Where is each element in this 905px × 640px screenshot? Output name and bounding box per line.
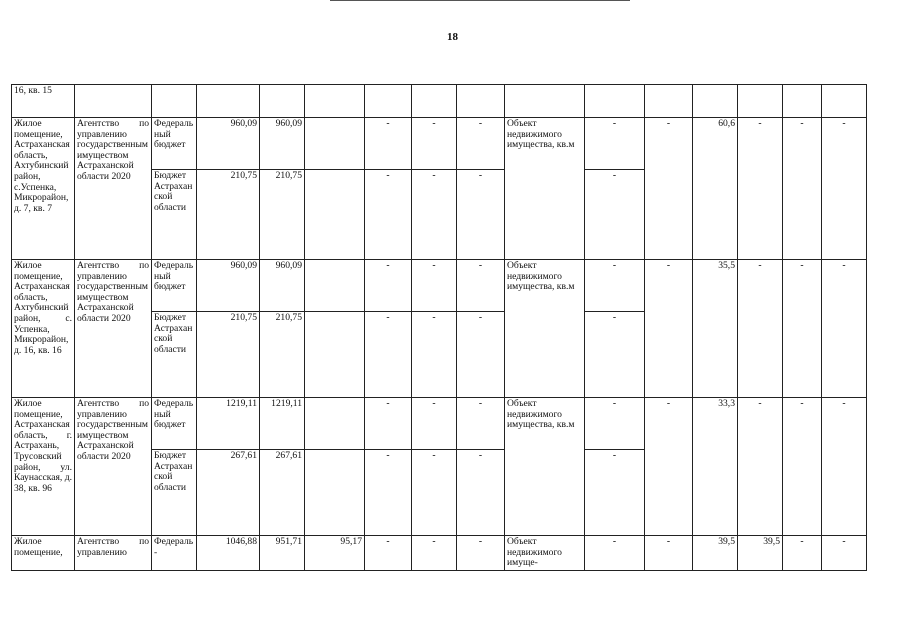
- value-cell: -: [822, 536, 867, 571]
- value-cell: -: [457, 398, 505, 450]
- funding-source-cell: Федеральный бюджет: [152, 398, 197, 450]
- empty-cell: [738, 85, 783, 118]
- address-cell: 16, кв. 15: [12, 85, 75, 118]
- empty-cell: [505, 85, 585, 118]
- address-cell: Жилое помещение,: [12, 536, 75, 571]
- funding-source-cell: Бюджет Астраханской области: [152, 450, 197, 536]
- amount-cell: [305, 118, 365, 170]
- empty-cell: [260, 85, 305, 118]
- value-cell: -: [365, 536, 412, 571]
- value-cell: -: [457, 450, 505, 536]
- value-cell: -: [783, 118, 822, 260]
- amount-cell: [305, 170, 365, 260]
- amount-total-cell: 267,61: [197, 450, 260, 536]
- value-cell: -: [585, 398, 645, 450]
- empty-cell: [152, 85, 197, 118]
- value-cell: -: [645, 398, 693, 536]
- indicator-value-cell: 60,6: [693, 118, 738, 260]
- value-cell: -: [412, 312, 457, 398]
- address-cell: Жилое помещение, Астраханская область, Ахтубинский район, с. Успенка, Микрорайон, д. 16, кв. 16: [12, 260, 75, 398]
- amount-cell: 95,17: [305, 536, 365, 571]
- value-cell: -: [645, 536, 693, 571]
- amount-total-cell: 210,75: [197, 170, 260, 260]
- value-cell: -: [412, 170, 457, 260]
- value-cell: -: [365, 398, 412, 450]
- value-cell: -: [822, 260, 867, 398]
- indicator-cell: Объект недвижимого имущества, кв.м: [505, 118, 585, 260]
- amount-cell: 1219,11: [260, 398, 305, 450]
- empty-cell: [822, 85, 867, 118]
- indicator-cell: Объект недвижимого имуще-: [505, 536, 585, 571]
- value-cell: -: [645, 260, 693, 398]
- value-cell: -: [822, 398, 867, 536]
- value-cell: -: [585, 312, 645, 398]
- value-cell: -: [783, 398, 822, 536]
- value-cell: -: [783, 536, 822, 571]
- address-cell: Жилое помещение, Астраханская область, Ахтубинский район, с.Успенка, Микрорайон, д. 7, кв. 7: [12, 118, 75, 260]
- value-cell: -: [365, 260, 412, 312]
- empty-cell: [585, 85, 645, 118]
- funding-source-cell: Бюджет Астраханской области: [152, 170, 197, 260]
- amount-cell: [305, 450, 365, 536]
- funding-source-cell: Федеральный бюджет: [152, 118, 197, 170]
- value-cell: -: [738, 260, 783, 398]
- value-cell: -: [822, 118, 867, 260]
- agency-cell: Агентство по управлению государственным имуществом Астраханской области 2020: [75, 260, 152, 398]
- amount-total-cell: 210,75: [197, 312, 260, 398]
- empty-cell: [457, 85, 505, 118]
- amount-cell: [305, 260, 365, 312]
- amount-cell: 960,09: [260, 260, 305, 312]
- table-row: [12, 536, 867, 571]
- funding-source-cell: Федераль-: [152, 536, 197, 571]
- value-cell: -: [457, 170, 505, 260]
- amount-cell: 267,61: [260, 450, 305, 536]
- table-row: [12, 118, 867, 170]
- empty-cell: [197, 85, 260, 118]
- empty-cell: [693, 85, 738, 118]
- address-cell: Жилое помещение, Астраханская область, г. Астрахань, Трусовский район, ул. Каунасская, д. 38, кв. 96: [12, 398, 75, 536]
- amount-total-cell: 960,09: [197, 260, 260, 312]
- value-cell: -: [457, 536, 505, 571]
- indicator-cell: Объект недвижимого имущества, кв.м: [505, 260, 585, 398]
- value-cell: -: [585, 260, 645, 312]
- amount-cell: [305, 312, 365, 398]
- empty-cell: [365, 85, 412, 118]
- financing-table: [11, 84, 867, 571]
- amount-total-cell: 1046,88: [197, 536, 260, 571]
- top-edge-mark: [330, 0, 630, 2]
- empty-cell: [75, 85, 152, 118]
- indicator-cell: Объект недвижимого имущества, кв.м: [505, 398, 585, 536]
- amount-total-cell: 1219,11: [197, 398, 260, 450]
- agency-cell: Агентство по управлению государственным имуществом Астраханской области 2020: [75, 398, 152, 536]
- value-cell: -: [412, 398, 457, 450]
- page-number: 18: [447, 31, 458, 43]
- value-cell: -: [585, 118, 645, 170]
- value-cell: -: [738, 118, 783, 260]
- value-cell: -: [457, 312, 505, 398]
- value-cell: -: [412, 118, 457, 170]
- indicator-value-cell: 33,3: [693, 398, 738, 536]
- empty-cell: [305, 85, 365, 118]
- agency-cell: Агентство по управлению: [75, 536, 152, 571]
- value-cell: -: [365, 450, 412, 536]
- value-cell: -: [457, 260, 505, 312]
- value-cell: -: [412, 536, 457, 571]
- table-row: [12, 398, 867, 450]
- value-cell: -: [412, 260, 457, 312]
- indicator-value-cell: 39,5: [693, 536, 738, 571]
- funding-source-cell: Федеральный бюджет: [152, 260, 197, 312]
- amount-cell: 951,71: [260, 536, 305, 571]
- value-cell: -: [645, 118, 693, 260]
- empty-cell: [783, 85, 822, 118]
- agency-cell: Агентство по управлению государственным имуществом Астраханской области 2020: [75, 118, 152, 260]
- value-cell: -: [585, 170, 645, 260]
- amount-cell: 210,75: [260, 170, 305, 260]
- value-cell: -: [783, 260, 822, 398]
- value-cell: -: [738, 398, 783, 536]
- table-row: [12, 260, 867, 312]
- value-cell: -: [585, 450, 645, 536]
- amount-cell: 960,09: [260, 118, 305, 170]
- value-cell: -: [365, 312, 412, 398]
- value-cell: -: [412, 450, 457, 536]
- funding-source-cell: Бюджет Астраханской области: [152, 312, 197, 398]
- empty-cell: [645, 85, 693, 118]
- table-row: [12, 85, 867, 118]
- indicator-value-cell: 39,5: [738, 536, 783, 571]
- value-cell: -: [365, 170, 412, 260]
- amount-cell: [305, 398, 365, 450]
- value-cell: -: [365, 118, 412, 170]
- value-cell: -: [585, 536, 645, 571]
- empty-cell: [412, 85, 457, 118]
- indicator-value-cell: 35,5: [693, 260, 738, 398]
- amount-total-cell: 960,09: [197, 118, 260, 170]
- amount-cell: 210,75: [260, 312, 305, 398]
- value-cell: -: [457, 118, 505, 170]
